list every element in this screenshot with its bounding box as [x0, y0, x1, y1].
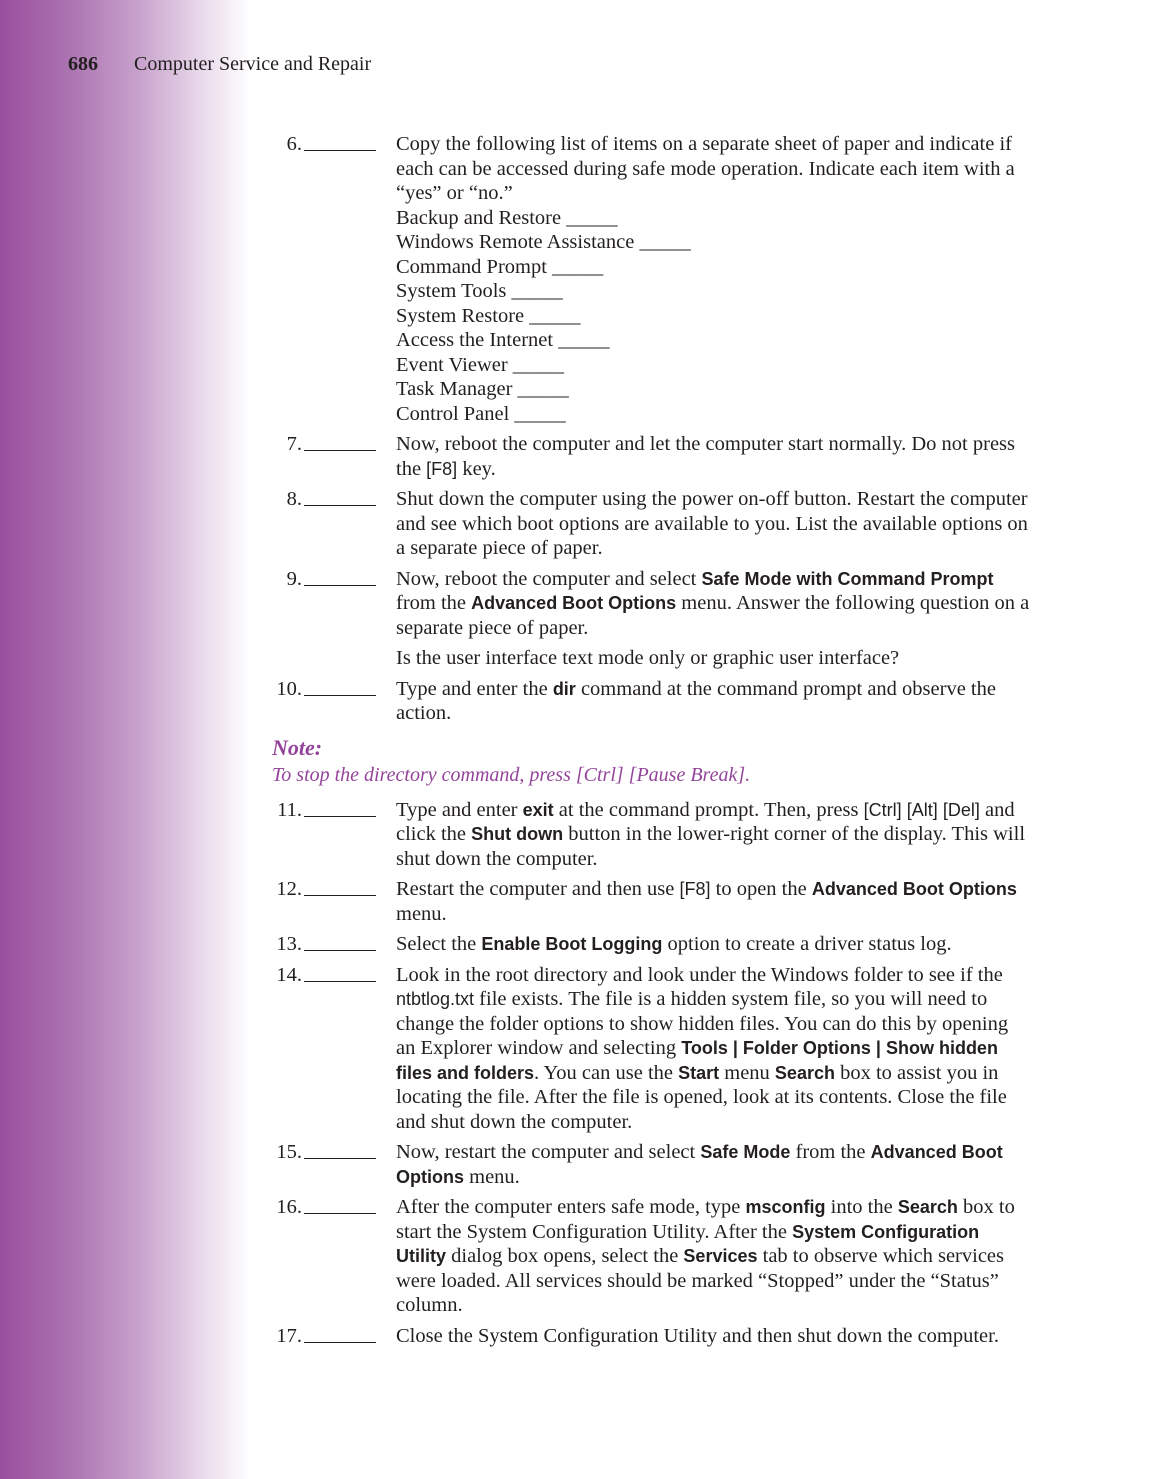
step-text — [396, 1140, 1030, 1189]
bold-term: Tools | Folder Options | Show hidden files and folders — [396, 1038, 998, 1083]
text-run: Control Panel _____ — [396, 402, 566, 425]
step-number: 14. — [276, 963, 302, 986]
step-line — [396, 487, 1030, 561]
text-run: Restart the computer and then use — [396, 878, 680, 900]
step-number: 17. — [276, 1324, 302, 1347]
step-line — [396, 1140, 1030, 1189]
step-number: 7. — [286, 433, 302, 455]
bold-term: System Configuration Utility — [396, 1221, 980, 1266]
text-run: from the — [396, 592, 472, 614]
bold-term: Advanced Boot Options — [396, 1142, 1003, 1187]
text-run: Copy the following list of items on a separate sheet of paper and indicate if each can be accessed during safe mode operation. Indicate each item with a “yes” or “no.” — [396, 133, 1015, 204]
steps-group-b — [260, 798, 1030, 1349]
bold-term: Search — [774, 1062, 835, 1083]
step-item — [260, 487, 1030, 561]
text-run: option to create a driver status log. — [662, 933, 952, 955]
answer-blank[interactable] — [304, 567, 376, 586]
text-run: Type and enter — [396, 798, 523, 821]
text-run: menu. — [464, 1165, 520, 1188]
text-run: Task Manager _____ — [396, 378, 569, 400]
step-number: 6. — [286, 133, 302, 155]
page-number: 686 — [68, 53, 98, 75]
step-item — [260, 132, 1030, 426]
answer-blank[interactable] — [304, 963, 376, 982]
step-line — [396, 877, 1030, 926]
bold-term: Search — [897, 1197, 958, 1217]
purple-margin-band — [0, 0, 250, 1479]
key-term: [Ctrl] — [863, 799, 902, 820]
bold-term: msconfig — [745, 1197, 826, 1217]
text-run: at the command prompt. Then, press — [553, 798, 864, 821]
text-run: System Tools _____ — [396, 280, 563, 302]
step-number: 8. — [286, 488, 302, 510]
note-box — [272, 734, 1030, 788]
answer-blank[interactable] — [304, 1195, 376, 1214]
bold-term: Advanced Boot Options — [811, 879, 1017, 899]
text-run: Windows Remote Assistance _____ — [396, 231, 691, 253]
bold-term: Safe Mode with Command Prompt — [701, 568, 994, 589]
step-line — [396, 1324, 1030, 1349]
step-line — [396, 377, 1030, 402]
step-line — [396, 567, 1030, 641]
key-term: ntbtlog.txt — [396, 989, 475, 1009]
step-line — [396, 230, 1030, 255]
answer-blank[interactable] — [304, 798, 376, 817]
step-line — [396, 402, 1030, 427]
step-text — [396, 132, 1030, 426]
text-run: into the — [825, 1196, 898, 1218]
text-run: Event Viewer _____ — [396, 353, 565, 376]
text-run: . You can use the — [534, 1061, 679, 1084]
step-number: 11. — [277, 798, 302, 821]
text-run: button in the lower-right corner of the display. This will shut down the computer. — [396, 823, 1026, 870]
text-run: Select the — [396, 933, 482, 955]
bold-term: Start — [678, 1062, 720, 1083]
answer-blank[interactable] — [304, 932, 376, 951]
step-number: 16. — [276, 1196, 302, 1218]
step-item — [260, 932, 1030, 957]
step-line — [396, 132, 1030, 206]
text-run: and click the — [396, 798, 1015, 845]
bold-term: dir — [552, 678, 576, 699]
text-run: tab to observe which services were loaded. All services should be marked “Stopped” under the “Status” column. — [396, 1245, 1004, 1316]
answer-blank[interactable] — [304, 877, 376, 896]
text-run: to open the — [710, 878, 812, 900]
step-item — [260, 798, 1030, 872]
step-text — [396, 963, 1030, 1135]
step-text — [396, 677, 1030, 726]
step-text — [396, 798, 1030, 872]
step-text — [396, 487, 1030, 561]
step-line — [396, 677, 1030, 726]
step-line — [396, 432, 1030, 481]
text-run: Close the System Configuration Utility and then shut down the computer. — [396, 1324, 999, 1347]
text-run: menu — [719, 1061, 775, 1084]
step-text — [396, 1195, 1030, 1318]
note-title: Note: — [272, 734, 323, 760]
lab-procedure — [260, 132, 1030, 1354]
step-item — [260, 963, 1030, 1135]
step-item — [260, 1195, 1030, 1318]
bold-term: Services — [683, 1246, 758, 1266]
step-item — [260, 567, 1030, 671]
running-header — [68, 53, 371, 76]
step-line — [396, 932, 1030, 957]
step-number: 10. — [276, 677, 302, 700]
text-run: Now, reboot the computer and select — [396, 567, 702, 590]
step-line — [396, 1195, 1030, 1318]
text-run: System Restore _____ — [396, 304, 581, 327]
step-line — [396, 255, 1030, 280]
text-run: Now, reboot the computer and let the computer start normally. Do not press the — [396, 433, 1016, 480]
answer-blank[interactable] — [304, 1324, 376, 1343]
step-number: 12. — [276, 878, 302, 900]
step-number: 9. — [286, 567, 302, 590]
text-run: from the — [790, 1141, 871, 1163]
text-run: command at the command prompt and observe the action. — [396, 677, 996, 724]
step-text — [396, 432, 1030, 481]
answer-blank[interactable] — [304, 677, 376, 696]
bold-term: Shut down — [471, 824, 564, 844]
text-run: Look in the root directory and look under the Windows folder to see if the — [396, 963, 1003, 986]
step-line — [396, 328, 1030, 353]
answer-blank[interactable] — [304, 1140, 376, 1159]
bold-term: Advanced Boot Options — [471, 593, 677, 613]
text-run: menu. Answer the following question on a separate piece of paper. — [396, 592, 1030, 639]
bold-term: Safe Mode — [700, 1142, 791, 1162]
bold-term: exit — [522, 799, 554, 820]
step-item — [260, 677, 1030, 726]
key-term: [F8] — [679, 879, 711, 899]
step-number: 15. — [276, 1141, 302, 1163]
text-run: Type and enter the — [396, 677, 553, 700]
step-line — [396, 963, 1030, 1135]
step-item — [260, 877, 1030, 926]
book-title: Computer Service and Repair — [134, 53, 372, 75]
step-item — [260, 1324, 1030, 1349]
text-run: menu. — [396, 902, 447, 925]
text-run: Backup and Restore _____ — [396, 206, 618, 229]
key-term: [Alt] — [906, 799, 938, 820]
step-line — [396, 206, 1030, 231]
bold-term: Enable Boot Logging — [481, 934, 663, 954]
text-run: key. — [457, 457, 496, 480]
key-term: [F8] — [426, 458, 458, 479]
step-line — [396, 798, 1030, 872]
text-run: dialog box opens, select the — [446, 1245, 684, 1267]
step-text — [396, 932, 1030, 957]
step-text — [396, 877, 1030, 926]
step-number: 13. — [276, 933, 302, 955]
text-run: Shut down the computer using the power on-off button. Restart the computer and see which boot options are available to you. List the available options on a separate piece of paper. — [396, 488, 1028, 559]
text-run: file exists. The file is a hidden system file, so you will need to change the folder options to show hidden files. You can do this by opening an Explorer window and selecting — [396, 988, 1009, 1059]
text-run: Now, restart the computer and select — [396, 1141, 701, 1163]
text-run: After the computer enters safe mode, type — [396, 1196, 746, 1218]
text-run: Access the Internet _____ — [396, 329, 610, 351]
step-item — [260, 1140, 1030, 1189]
answer-blank[interactable] — [304, 487, 376, 506]
note-text: To stop the directory command, press [Ctrl] [Pause Break]. — [272, 763, 751, 786]
step-line — [396, 304, 1030, 329]
step-text — [396, 567, 1030, 671]
step-line — [396, 353, 1030, 378]
answer-blank[interactable] — [304, 132, 376, 151]
steps-group-a — [260, 132, 1030, 726]
text-run: box to start the System Configuration Utility. After the — [396, 1196, 1015, 1243]
text-run: Command Prompt _____ — [396, 255, 604, 278]
step-question: Is the user interface text mode only or graphic user interface? — [396, 647, 900, 669]
step-line — [396, 279, 1030, 304]
key-term: [Del] — [942, 799, 980, 820]
text-run: box to assist you in locating the file. After the file is opened, look at its contents. Close the file and shut down the computer. — [396, 1061, 1007, 1133]
answer-blank[interactable] — [304, 432, 376, 451]
step-item — [260, 432, 1030, 481]
step-text — [396, 1324, 1030, 1349]
